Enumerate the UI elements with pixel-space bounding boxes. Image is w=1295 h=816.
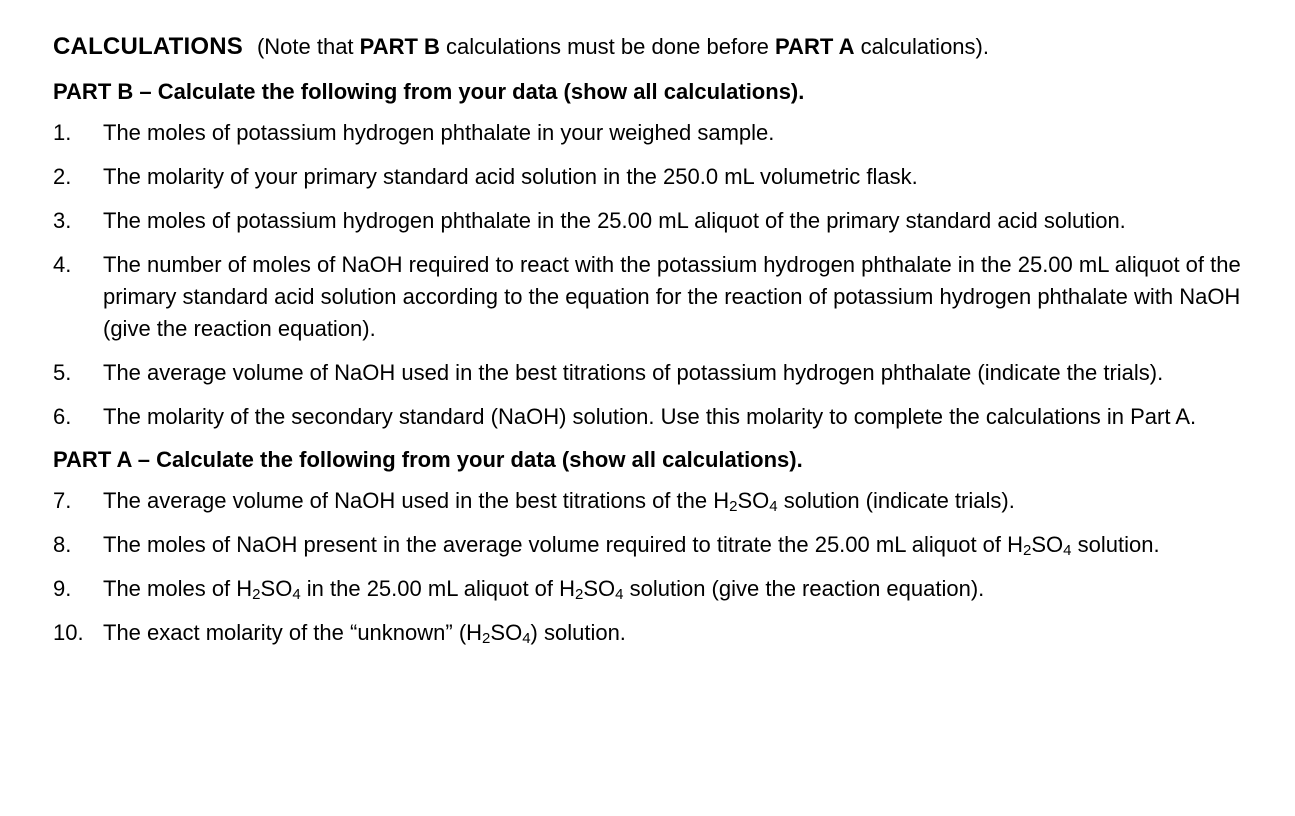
list-item <box>53 205 1263 237</box>
note-middle: calculations must be done before <box>439 34 776 59</box>
item-number: 2. <box>53 164 72 189</box>
list-item <box>53 485 1263 517</box>
note-part-b: PART B <box>359 34 440 59</box>
h2so4-formula: $H_2SO_4$ <box>1007 532 1072 559</box>
item-number: 6. <box>53 404 72 429</box>
item-text: The average volume of NaOH used in the best titrations of the $H_2SO_4$ solution (indicate trials). <box>103 488 1015 515</box>
part-a-heading: PART A – Calculate the following from your data (show all calculations). <box>53 447 803 472</box>
item-text: The moles of NaOH present in the average volume required to titrate the 25.00 mL aliquot of $H_2SO_4$ solution. <box>103 532 1160 559</box>
list-item <box>53 249 1263 345</box>
item-text: The moles of $H_2SO_4$ in the 25.00 mL aliquot of $H_2SO_4$ solution (give the reaction equation). <box>103 576 985 603</box>
list-item <box>53 161 1263 193</box>
item-text: The moles of potassium hydrogen phthalate in the 25.00 mL aliquot of the primary standard acid solution. <box>103 208 1126 233</box>
list-item <box>53 617 1263 649</box>
item-text: The exact molarity of the “unknown” $(H_2SO_4)$ solution. <box>103 620 626 647</box>
list-item <box>53 573 1263 605</box>
item-text: The average volume of NaOH used in the best titrations of potassium hydrogen phthalate (indicate the trials). <box>103 360 1164 385</box>
item-number: 7. <box>53 488 72 513</box>
h2so4-formula: $H_2SO_4$ <box>466 620 531 647</box>
item-text: The number of moles of NaOH required to react with the potassium hydrogen phthalate in the 25.00 mL aliquot of the primary standard acid solution according to the equation for the reaction of potassium hydrogen phthalate with NaOH (give the reaction equation). <box>103 252 1241 341</box>
h2so4-formula: $H_2SO_4$ <box>559 576 624 603</box>
item-number: 1. <box>53 120 72 145</box>
h2so4-formula: $H_2SO_4$ <box>236 576 301 603</box>
calculations-title-line <box>53 31 1263 63</box>
item-number: 3. <box>53 208 72 233</box>
item-number: 5. <box>53 360 72 385</box>
part-b-heading: PART B – Calculate the following from your data (show all calculations). <box>53 79 805 104</box>
item-number: 10. <box>53 620 84 645</box>
calculations-title: CALCULATIONS <box>53 33 243 60</box>
item-number: 9. <box>53 576 72 601</box>
list-item <box>53 117 1263 149</box>
list-item <box>53 529 1263 561</box>
item-number: 4. <box>53 252 72 277</box>
note-prefix: (Note that <box>256 34 360 59</box>
document-page <box>53 31 1263 661</box>
note-suffix: calculations). <box>854 34 989 59</box>
item-text: The moles of potassium hydrogen phthalate in your weighed sample. <box>103 120 775 145</box>
list-item <box>53 357 1263 389</box>
note-part-a: PART A <box>775 34 855 59</box>
item-number: 8. <box>53 532 72 557</box>
item-text: The molarity of the secondary standard (NaOH) solution. Use this molarity to complete the calculations in Part A. <box>103 404 1197 429</box>
list-item <box>53 401 1263 433</box>
item-text: The molarity of your primary standard acid solution in the 250.0 mL volumetric flask. <box>103 164 918 189</box>
h2so4-formula: $H_2SO_4$ <box>713 488 778 515</box>
